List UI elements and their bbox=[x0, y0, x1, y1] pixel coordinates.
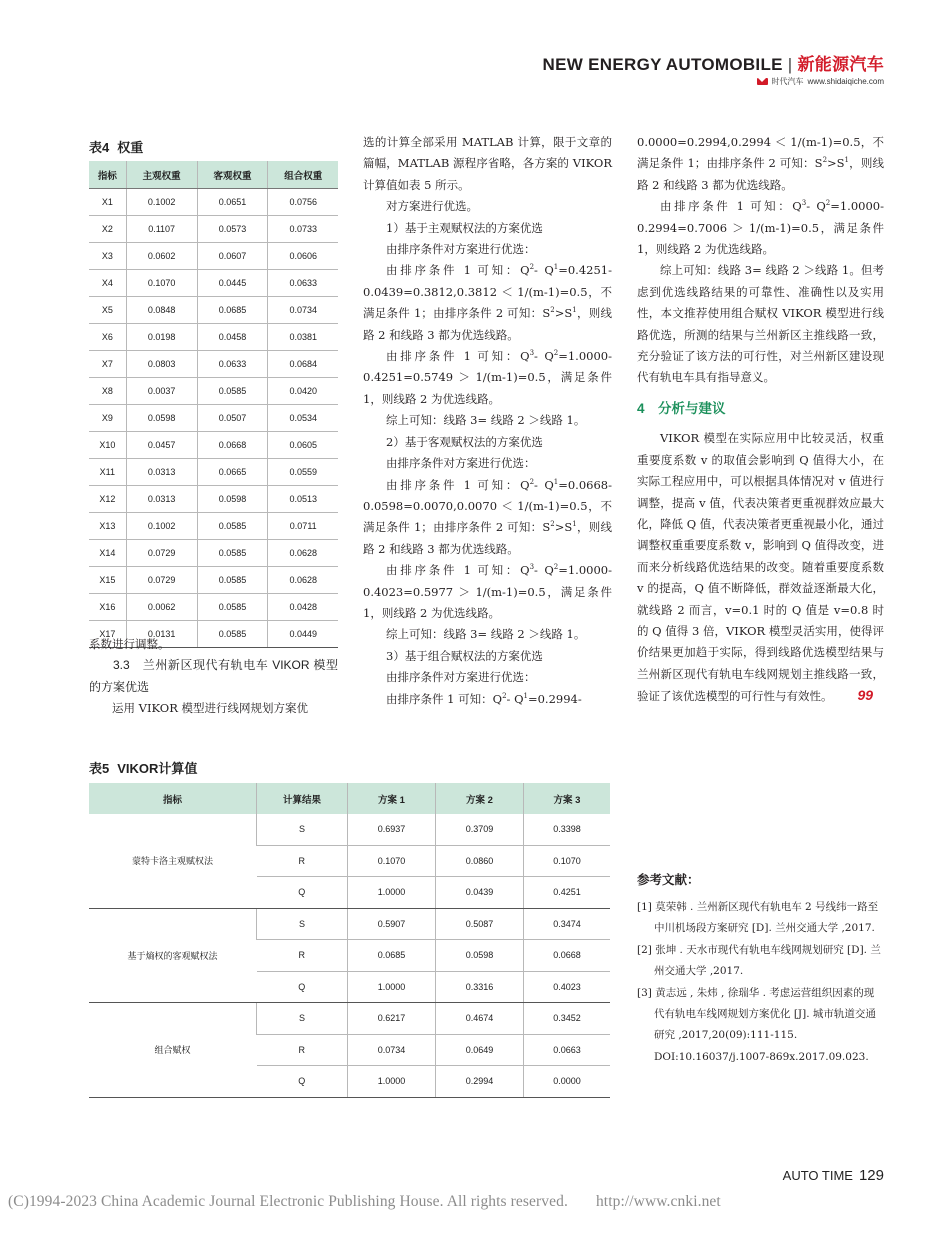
cnki-link[interactable]: http://www.cnki.net bbox=[595, 1193, 721, 1210]
col2-paragraph: 综上可知：线路 3= 线路 2 ＞线路 1。 bbox=[386, 413, 586, 428]
section-3-3-heading: 3.3 兰州新区现代有轨电车 VIKOR 模型的方案优选 bbox=[89, 658, 338, 694]
table5-cell: 0.4251 bbox=[523, 877, 610, 909]
table5-row bbox=[89, 908, 610, 940]
table4-row bbox=[89, 324, 338, 351]
table4-cell: 0.0585 bbox=[197, 594, 268, 621]
table5-cell: 0.0663 bbox=[523, 1034, 610, 1066]
copyright-text: (C)1994-2023 China Academic Journal Electronic Publishing House. All rights reserved. bbox=[8, 1193, 568, 1210]
table5-cell: Q bbox=[257, 877, 348, 909]
table4-cell: 0.0633 bbox=[268, 270, 338, 297]
table4-cell: 0.0534 bbox=[268, 405, 338, 432]
table5-group-label: 组合赋权 bbox=[89, 1003, 257, 1098]
table4-cell: X9 bbox=[89, 405, 126, 432]
table5-cell: 0.2994 bbox=[435, 1066, 523, 1098]
table5-cell: 0.0598 bbox=[435, 940, 523, 972]
table4-row bbox=[89, 567, 338, 594]
table5-cell: S bbox=[257, 908, 348, 940]
table4-cell: 0.0665 bbox=[197, 459, 268, 486]
table4-cell: 0.0559 bbox=[268, 459, 338, 486]
table4-row bbox=[89, 270, 338, 297]
table5-cell: 0.5087 bbox=[435, 908, 523, 940]
table5-cell: 0.6937 bbox=[348, 814, 436, 845]
table5-cell: S bbox=[257, 814, 348, 845]
table4-cell: 0.0585 bbox=[197, 621, 268, 648]
table5-cell: 0.4023 bbox=[523, 971, 610, 1003]
subsection-heading: 1）基于主观赋权法的方案优选 bbox=[386, 220, 543, 235]
table4-cell: X6 bbox=[89, 324, 126, 351]
table4-cell: 0.0313 bbox=[126, 486, 197, 513]
header-journal: 时代汽车 bbox=[771, 77, 804, 86]
table5-cell: 0.3316 bbox=[435, 971, 523, 1003]
header-url: www.shidaiqiche.com bbox=[807, 77, 884, 86]
table5-cell: 1.0000 bbox=[348, 971, 436, 1003]
table5-cell: 1.0000 bbox=[348, 1066, 436, 1098]
col3-paragraph: 综上可知：线路 3= 线路 2 ＞线路 1。但考虑到优选线路结果的可靠性、准确性以及实用性，本文推荐使用组合赋权 VIKOR 模型进行线路优选，所测的结果与兰州新区主推线路一致，充分验证了该方法的可行性，对兰州新区建设现代有轨电车具有指导意义。 bbox=[637, 263, 884, 385]
table4-cell: 0.1002 bbox=[126, 513, 197, 540]
table5-cell: 0.0685 bbox=[348, 940, 436, 972]
table5-cell: 0.4674 bbox=[435, 1003, 523, 1035]
col2-paragraph: 由排序条件 1 可知：$Q^3-$ $Q^2=1.0000-0.4251=0.5749 > 1/(m-1)=0.5$，满足条件 1，则线路 2 为优选线路。 bbox=[363, 349, 612, 406]
table4-cell: X2 bbox=[89, 216, 126, 243]
table5-cell: 0.5907 bbox=[348, 908, 436, 940]
table4-cell: X14 bbox=[89, 540, 126, 567]
table4-cell: 0.0457 bbox=[126, 432, 197, 459]
table4-cell: X15 bbox=[89, 567, 126, 594]
copyright-line bbox=[8, 1193, 721, 1211]
col2-paragraph: 由排序条件 1 可知：$Q^2-$ $Q^1=0.0668-0.0598=0.0070,0.0070 < 1/(m-1)=0.5$，不满足条件 1；由排序条件 2 可知：$S^2>S^1$，则线路 2 和线路 3 都为优选线路。 bbox=[363, 477, 613, 556]
table4-cell: 0.0685 bbox=[197, 297, 268, 324]
col2-paragraph: 由排序条件 1 可知：$Q^3-$ $Q^2=1.0000-0.4023=0.5977 > 1/(m-1)=0.5$，满足条件 1，则线路 2 为优选线路。 bbox=[363, 563, 612, 620]
table4-cell: X11 bbox=[89, 459, 126, 486]
table5-cell: R bbox=[257, 940, 348, 972]
table4-cell: 0.0848 bbox=[126, 297, 197, 324]
table5-caption bbox=[89, 758, 197, 777]
table4-cell: 0.0651 bbox=[197, 189, 268, 216]
table4-cell: X10 bbox=[89, 432, 126, 459]
table4-cell: 0.0458 bbox=[197, 324, 268, 351]
table4-row bbox=[89, 459, 338, 486]
table5-header: 指标 bbox=[89, 783, 257, 814]
table4-cell: 0.0803 bbox=[126, 351, 197, 378]
table4-cell: X4 bbox=[89, 270, 126, 297]
table5-header: 方案 3 bbox=[523, 783, 610, 814]
table4-cell: 0.0628 bbox=[268, 540, 338, 567]
table4-cell: 0.0668 bbox=[197, 432, 268, 459]
table5-cell: 0.3474 bbox=[523, 908, 610, 940]
table5-cell: Q bbox=[257, 1066, 348, 1098]
table4-cell: 0.0711 bbox=[268, 513, 338, 540]
table5-header: 方案 2 bbox=[435, 783, 523, 814]
table5 bbox=[89, 783, 610, 1098]
table5-header: 方案 1 bbox=[348, 783, 436, 814]
table5-header: 计算结果 bbox=[257, 783, 348, 814]
running-header bbox=[543, 50, 884, 75]
table5-cell: 0.0439 bbox=[435, 877, 523, 909]
col3-text bbox=[637, 132, 884, 708]
table4-row bbox=[89, 351, 338, 378]
table5-cell: 0.0668 bbox=[523, 940, 610, 972]
footer-label: AUTO TIME bbox=[782, 1168, 853, 1183]
table4-caption bbox=[89, 137, 143, 156]
subsection-heading: 3）基于组合赋权法的方案优选 bbox=[386, 648, 543, 663]
table4-cell: 0.0585 bbox=[197, 567, 268, 594]
table5-group-label: 蒙特卡洛主观赋权法 bbox=[89, 814, 257, 908]
table4-cell: 0.0507 bbox=[197, 405, 268, 432]
table5-cell: 0.0860 bbox=[435, 845, 523, 877]
table4-cell: X3 bbox=[89, 243, 126, 270]
table4-header: 客观权重 bbox=[197, 161, 268, 189]
header-title-cn: 新能源汽车 bbox=[797, 55, 884, 74]
table5-cell: 0.0734 bbox=[348, 1034, 436, 1066]
col2-paragraph: 由排序条件对方案进行优选： bbox=[386, 242, 536, 257]
table4-cell: 0.0628 bbox=[268, 567, 338, 594]
table4-cell: 0.1002 bbox=[126, 189, 197, 216]
table4-cell: 0.0513 bbox=[268, 486, 338, 513]
col3-paragraph: 由排序条件 1 可知：$Q^3-$ $Q^2=1.0000-0.2994=0.7006 > 1/(m-1)=0.5$，满足条件 1，则线路 2 为优选线路。 bbox=[637, 199, 884, 257]
table4-row bbox=[89, 432, 338, 459]
col1-text bbox=[89, 634, 338, 720]
col3-paragraph: VIKOR 模型在实际应用中比较灵活，权重重要度系数 v 的取值会影响到 Q 值得大小，在实际工程应用中，可以根据具体情况对 v 值进行调整，提高 v 值，代表决策者更重视群效应最大化，降低 Q 值，代表决策者更重视最小化，通过调整权重重要度系数 v，影响到 Q 值得改变，进而来分析线路优选结果的改变。随着重要度系数 v 的提高，Q 值不断降低，群效益逐渐最大化，就线路 2 而言，v=0.1 时的 Q 值是 v=0.8 时的 Q 值得 3 倍，VIKOR 模型灵活实用，使得评价结果更加趋于实际，得到线路优选模型结果与兰州新区现代有轨电车线网规划主推线路一致，验证了该优选模型的可行性与有效性。 99 bbox=[637, 428, 884, 707]
table5-cell: 0.6217 bbox=[348, 1003, 436, 1035]
col2-text bbox=[363, 132, 612, 710]
header-separator: | bbox=[787, 55, 793, 74]
table4-cell: 0.0633 bbox=[197, 351, 268, 378]
section-4-heading: 4 分析与建议 bbox=[637, 400, 726, 416]
table4-cell: X16 bbox=[89, 594, 126, 621]
table4-row bbox=[89, 378, 338, 405]
table4-cell: 0.1107 bbox=[126, 216, 197, 243]
table4-cell: 0.0420 bbox=[268, 378, 338, 405]
col2-paragraph: 选的计算全部采用 MATLAB 计算，限于文章的篇幅，MATLAB 源程序省略，各方案的 VIKOR 计算值如表 5 所示。 bbox=[363, 135, 612, 192]
page-footer bbox=[783, 1167, 884, 1184]
col1-paragraph: 运用 VIKOR 模型进行线网规划方案优 bbox=[112, 701, 309, 716]
col2-paragraph: 由排序条件对方案进行优选： bbox=[386, 456, 536, 471]
table4-cell: 0.0734 bbox=[268, 297, 338, 324]
table4-cell: 0.1070 bbox=[126, 270, 197, 297]
table4-cell: 0.0585 bbox=[197, 513, 268, 540]
table4-cell: X1 bbox=[89, 189, 126, 216]
mail-icon bbox=[757, 78, 768, 85]
table4-cell: 0.0684 bbox=[268, 351, 338, 378]
table4-row bbox=[89, 189, 338, 216]
table4-row bbox=[89, 216, 338, 243]
table5-cell: 0.3452 bbox=[523, 1003, 610, 1035]
table4-row bbox=[89, 540, 338, 567]
table4-header: 主观权重 bbox=[126, 161, 197, 189]
table4-cell: 0.0573 bbox=[197, 216, 268, 243]
table5-cell: 0.3398 bbox=[523, 814, 610, 845]
page-number: 129 bbox=[858, 1167, 884, 1184]
table4-cell: 0.0585 bbox=[197, 378, 268, 405]
table5-title: VIKOR计算值 bbox=[117, 761, 198, 776]
table4-cell: 0.0428 bbox=[268, 594, 338, 621]
reference-item: [2] 张坤 . 天水市现代有轨电车线网规划研究 [D]. 兰州交通大学 ,2017. bbox=[637, 943, 881, 978]
table5-cell: R bbox=[257, 1034, 348, 1066]
table4-header: 组合权重 bbox=[268, 161, 338, 189]
col2-paragraph: 由排序条件 1 可知：$Q^2-$ $Q^1=0.4251-0.0439=0.3812,0.3812 < 1/(m-1)=0.5$，不满足条件 1；由排序条件 2 可知：$S^2>S^1$，则线路 2 和线路 3 都为优选线路。 bbox=[363, 263, 613, 342]
header-title-en: NEW ENERGY AUTOMOBILE bbox=[542, 55, 783, 74]
table4-cell: X5 bbox=[89, 297, 126, 324]
table4-cell: X8 bbox=[89, 378, 126, 405]
table5-cell: 0.3709 bbox=[435, 814, 523, 845]
col2-paragraph: 综上可知：线路 3= 线路 2 ＞线路 1。 bbox=[386, 627, 586, 642]
table4-header: 指标 bbox=[89, 161, 126, 189]
table4-cell: 0.0607 bbox=[197, 243, 268, 270]
table4-cell: 0.0605 bbox=[268, 432, 338, 459]
table4-cell: 0.0733 bbox=[268, 216, 338, 243]
col2-paragraph: 由排序条件 1 可知：$Q^2-$ $Q^1=0.2994-$ bbox=[386, 691, 582, 706]
table4-cell: 0.0729 bbox=[126, 567, 197, 594]
table4 bbox=[89, 161, 338, 648]
table4-cell: X7 bbox=[89, 351, 126, 378]
table4-header-row bbox=[89, 161, 338, 189]
table5-cell: 0.0649 bbox=[435, 1034, 523, 1066]
table5-cell: 0.1070 bbox=[348, 845, 436, 877]
col2-paragraph: 对方案进行优选。 bbox=[386, 199, 478, 214]
table4-row bbox=[89, 405, 338, 432]
table4-cell: X17 bbox=[89, 621, 126, 648]
col2-paragraph: 由排序条件对方案进行优选： bbox=[386, 670, 536, 685]
table4-cell: 0.0585 bbox=[197, 540, 268, 567]
references-list bbox=[637, 897, 884, 1068]
table5-cell: 0.0000 bbox=[523, 1066, 610, 1098]
table4-title: 权重 bbox=[117, 140, 144, 155]
table5-group-label: 基于熵权的客观赋权法 bbox=[89, 908, 257, 1003]
table4-row bbox=[89, 243, 338, 270]
table5-cell: R bbox=[257, 845, 348, 877]
table4-cell: 0.0729 bbox=[126, 540, 197, 567]
table4-row bbox=[89, 594, 338, 621]
end-mark-icon: 99 bbox=[857, 687, 874, 704]
reference-item: [3] 黄志远 , 朱炜 , 徐瑞华 . 考虑运营组织因素的现代有轨电车线网规划方案优化 [J]. 城市轨道交通研究 ,2017,20(09):111-115. DOI:10.16037/j.1007-869x.2017.09.023. bbox=[637, 986, 876, 1063]
table5-cell: Q bbox=[257, 971, 348, 1003]
table4-cell: 0.0756 bbox=[268, 189, 338, 216]
table4-number: 表4 bbox=[89, 140, 110, 155]
subsection-heading: 2）基于客观赋权法的方案优选 bbox=[386, 434, 543, 449]
header-journal-line bbox=[757, 76, 884, 87]
table4-cell: 0.0313 bbox=[126, 459, 197, 486]
col1-paragraph: 系数进行调整。 bbox=[89, 637, 170, 651]
table4-cell: 0.0606 bbox=[268, 243, 338, 270]
table4-cell: 0.0381 bbox=[268, 324, 338, 351]
table4-row bbox=[89, 297, 338, 324]
table4-cell: 0.0445 bbox=[197, 270, 268, 297]
table4-cell: X12 bbox=[89, 486, 126, 513]
table5-cell: 1.0000 bbox=[348, 877, 436, 909]
table4-row bbox=[89, 513, 338, 540]
table5-row bbox=[89, 1003, 610, 1035]
table5-cell: 0.1070 bbox=[523, 845, 610, 877]
table5-row bbox=[89, 814, 610, 845]
table4-cell: 0.0037 bbox=[126, 378, 197, 405]
reference-item: [1] 莫荣韩 . 兰州新区现代有轨电车 2 号线纬一路至中川机场段方案研究 [D]. 兰州交通大学 ,2017. bbox=[637, 901, 879, 935]
table4-cell: 0.0598 bbox=[197, 486, 268, 513]
table4-cell: 0.0062 bbox=[126, 594, 197, 621]
col3-paragraph: 0.0000=0.2994,0.2994 ＜ 1/(m-1)=0.5，不满足条件 1；由排序条件 2 可知：$S^2>S^1$，则线路 2 和线路 3 都为优选线路。 bbox=[637, 135, 884, 192]
table4-cell: X13 bbox=[89, 513, 126, 540]
table4-cell: 0.0602 bbox=[126, 243, 197, 270]
table4-cell: 0.0131 bbox=[126, 621, 197, 648]
table5-header-row bbox=[89, 783, 610, 814]
table4-cell: 0.0598 bbox=[126, 405, 197, 432]
table4-row bbox=[89, 486, 338, 513]
references-title: 参考文献： bbox=[637, 873, 700, 887]
table4-cell: 0.0449 bbox=[268, 621, 338, 648]
table4-cell: 0.0198 bbox=[126, 324, 197, 351]
table5-number: 表5 bbox=[89, 761, 110, 776]
table5-cell: S bbox=[257, 1003, 348, 1035]
